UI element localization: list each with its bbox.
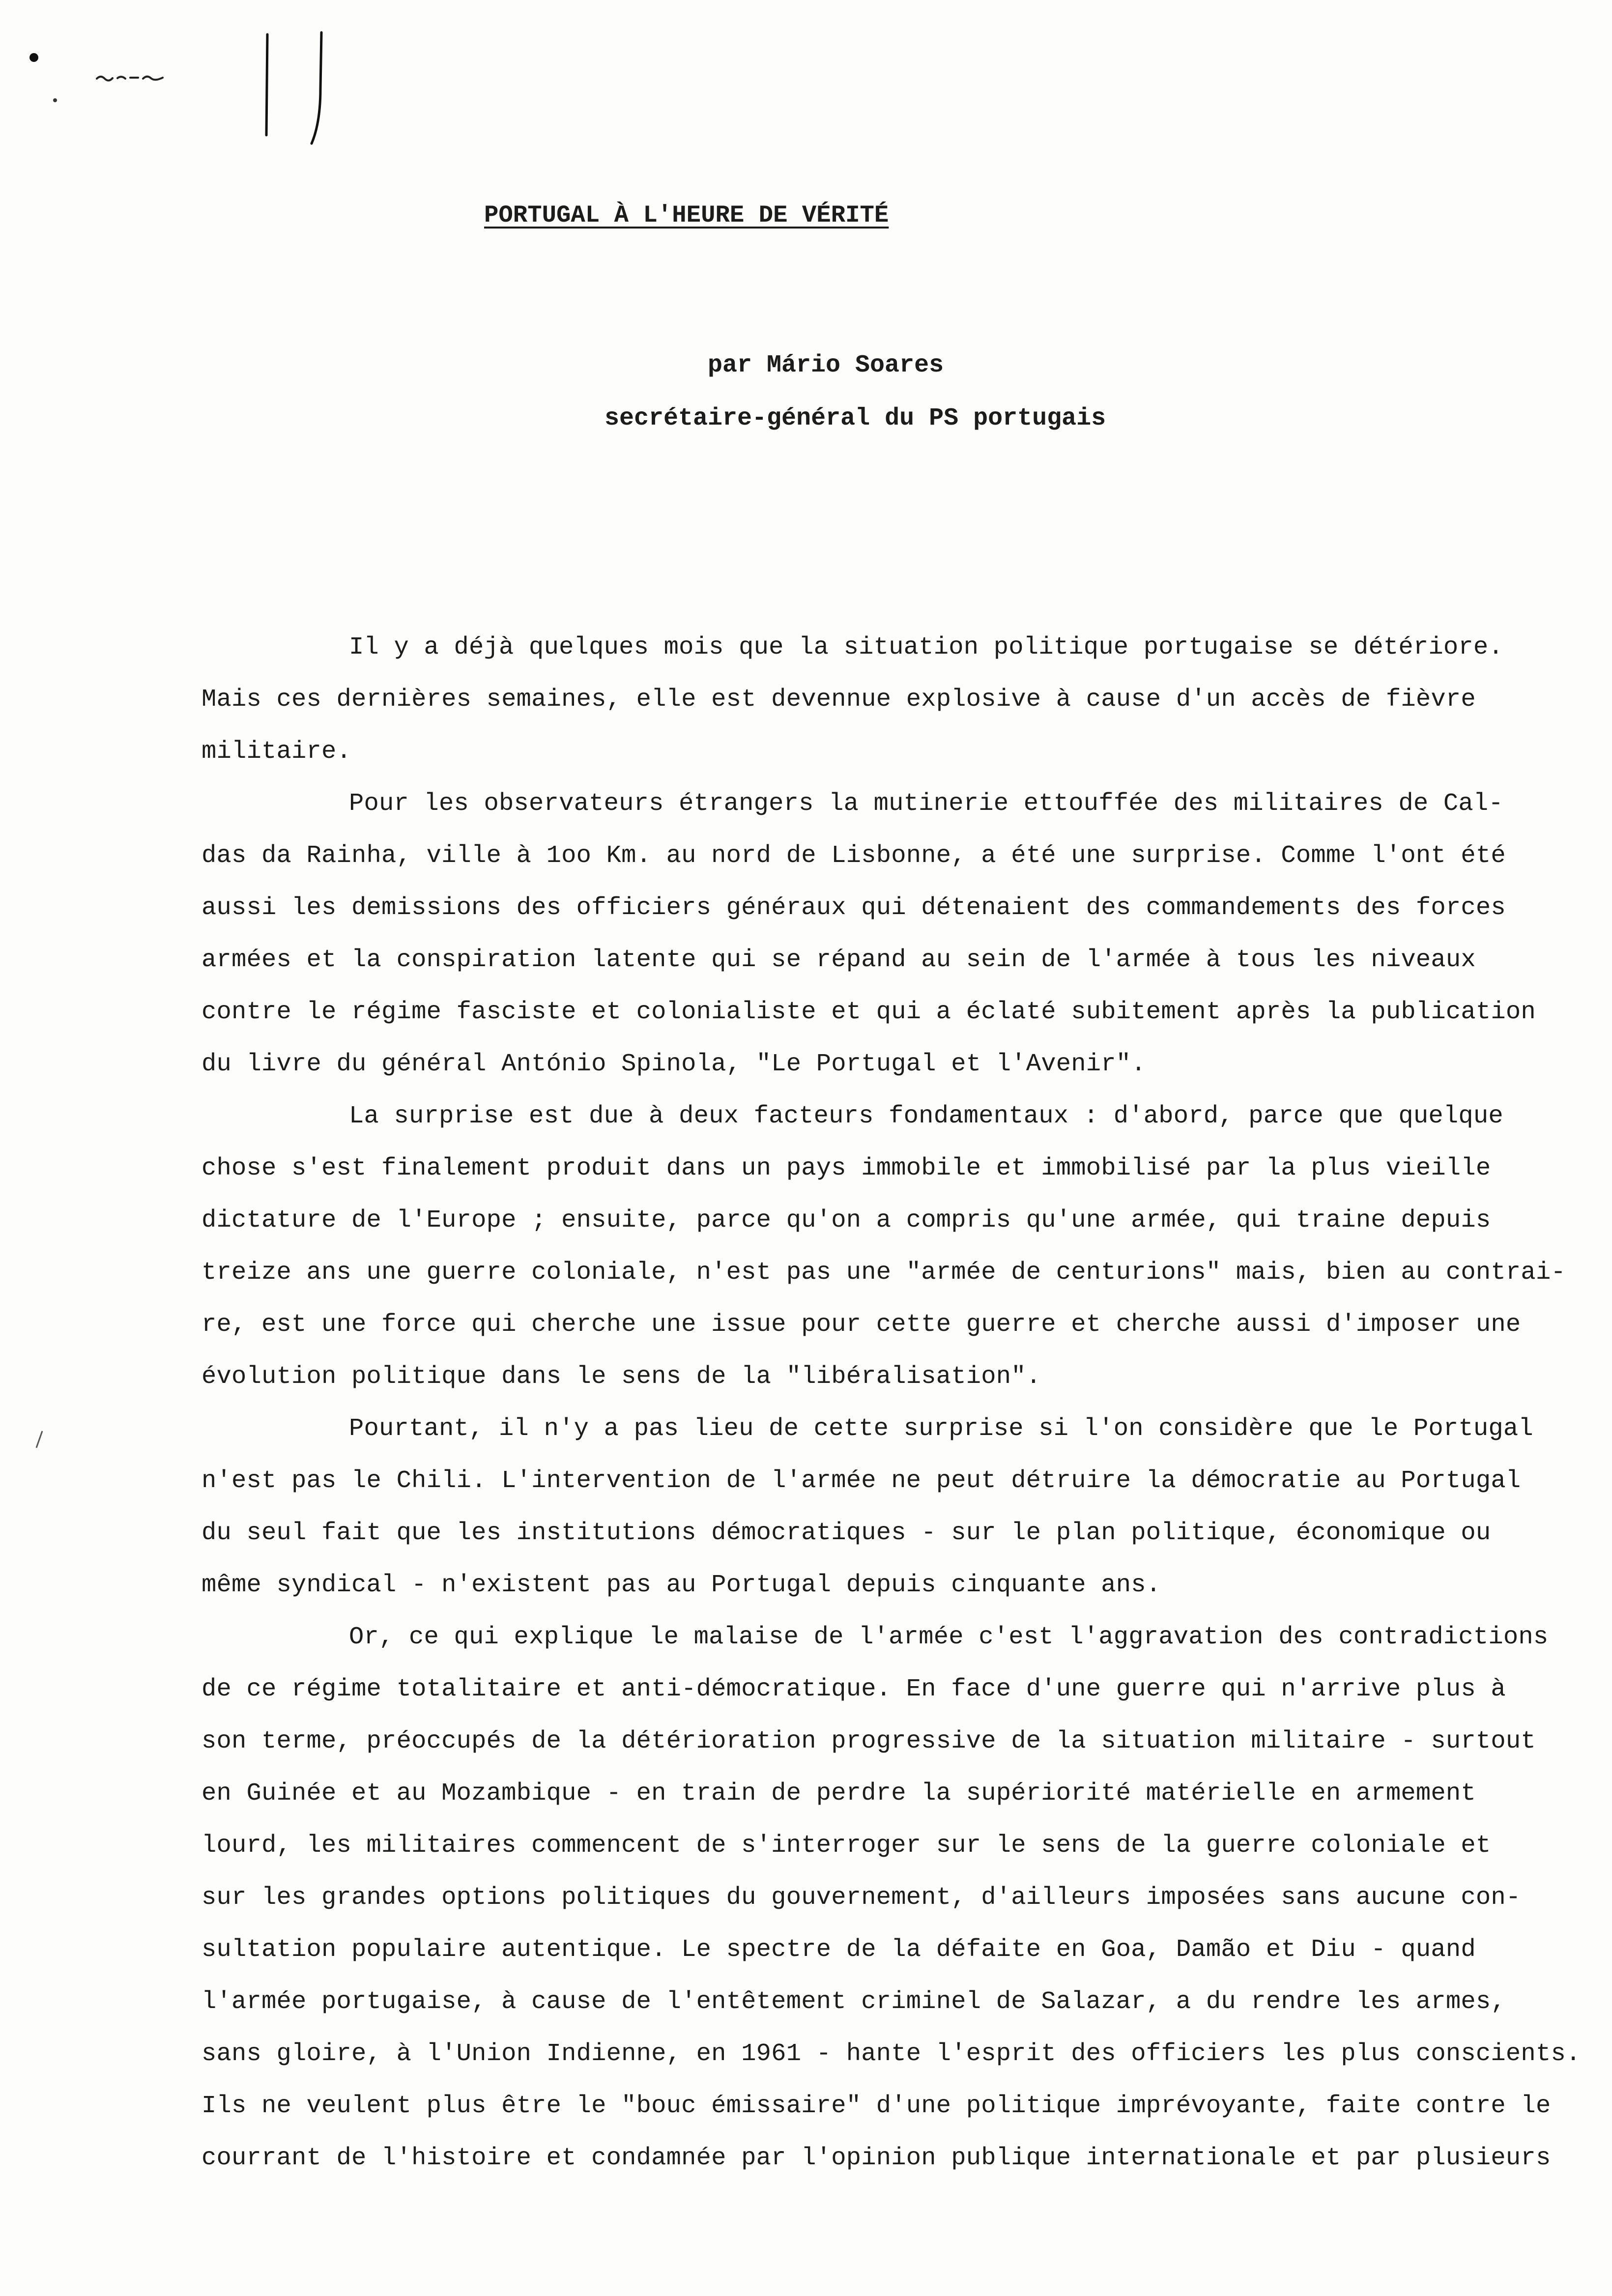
text-line: Pour les observateurs étrangers la mutinerie ettouffée des militaires de Cal- [349,790,1503,818]
text-line: même syndical - n'existent pas au Portugal depuis cinquante ans. [202,1571,1161,1599]
scan-dot-mark [29,53,38,62]
text-line: l'armée portugaise, à cause de l'entêtement criminel de Salazar, a du rendre les armes, [202,1988,1506,2016]
author-role: secrétaire-général du PS portugais [604,404,1106,432]
text-line: aussi les demissions des officiers généraux qui détenaient des commandements des forces [202,894,1506,922]
text-line: en Guinée et au Mozambique - en train de perdre la supériorité matérielle en armement [202,1779,1476,1808]
handwritten-scribble-mark [96,74,165,82]
text-line: courrant de l'histoire et condamnée par l'opinion publique internationale et par plusieurs [202,2144,1551,2172]
text-line: re, est une force qui cherche une issue pour cette guerre et cherche aussi d'imposer une [202,1311,1521,1339]
document-title: PORTUGAL À L'HEURE DE VÉRITÉ [484,201,889,229]
text-line: chose s'est finalement produit dans un pays immobile et immobilisé par la plus vieille [202,1154,1491,1182]
text-line: armées et la conspiration latente qui se répand au sein de l'armée à tous les niveaux [202,946,1476,974]
text-line: lourd, les militaires commencent de s'interroger sur le sens de la guerre coloniale et [202,1832,1491,1860]
text-line: sur les grandes options politiques du gouvernement, d'ailleurs imposées sans aucune con- [202,1884,1521,1912]
text-line: du livre du général António Spinola, "Le Portugal et l'Avenir". [202,1050,1146,1078]
text-line: sans gloire, à l'Union Indienne, en 1961 - hante l'esprit des officiers les plus conscients. [202,2040,1581,2068]
text-line: de ce régime totalitaire et anti-démocratique. En face d'une guerre qui n'arrive plus à [202,1675,1506,1703]
text-line: militaire. [202,738,352,766]
text-line: sultation populaire autentique. Le spectre de la défaite en Goa, Damão et Diu - quand [202,1936,1476,1964]
text-line: Mais ces dernières semaines, elle est devennue explosive à cause d'un accès de fièvre [202,686,1476,714]
text-line: du seul fait que les institutions démocratiques - sur le plan politique, économique ou [202,1519,1491,1547]
text-line: Or, ce qui explique le malaise de l'armée c'est l'aggravation des contradictions [349,1623,1549,1651]
scan-dot-mark-small [53,98,57,102]
margin-tick-mark [34,1430,44,1450]
text-line: Pourtant, il n'y a pas lieu de cette surprise si l'on considère que le Portugal [349,1415,1533,1443]
author-name: par Mário Soares [708,351,944,379]
handwritten-bracket-mark [260,29,359,147]
text-line: Il y a déjà quelques mois que la situation politique portugaise se détériore. [349,633,1503,661]
text-line: évolution politique dans le sens de la "libéralisation". [202,1363,1041,1391]
text-line: La surprise est due à deux facteurs fondamentaux : d'abord, parce que quelque [349,1102,1503,1130]
text-line: treize ans une guerre coloniale, n'est pas une "armée de centurions" mais, bien au contrai- [202,1259,1566,1287]
text-line: contre le régime fasciste et colonialiste et qui a éclaté subitement après la publication [202,998,1536,1026]
text-line: n'est pas le Chili. L'intervention de l'armée ne peut détruire la démocratie au Portugal [202,1467,1521,1495]
text-line: das da Rainha, ville à 1oo Km. au nord de Lisbonne, a été une surprise. Comme l'ont été [202,842,1506,870]
text-line: dictature de l'Europe ; ensuite, parce qu'on a compris qu'une armée, qui traine depuis [202,1206,1491,1234]
text-line: Ils ne veulent plus être le "bouc émissaire" d'une politique imprévoyante, faite contre le [202,2092,1551,2120]
body-text [202,622,1583,2184]
text-line: son terme, préoccupés de la détérioration progressive de la situation militaire - surtout [202,1727,1536,1755]
